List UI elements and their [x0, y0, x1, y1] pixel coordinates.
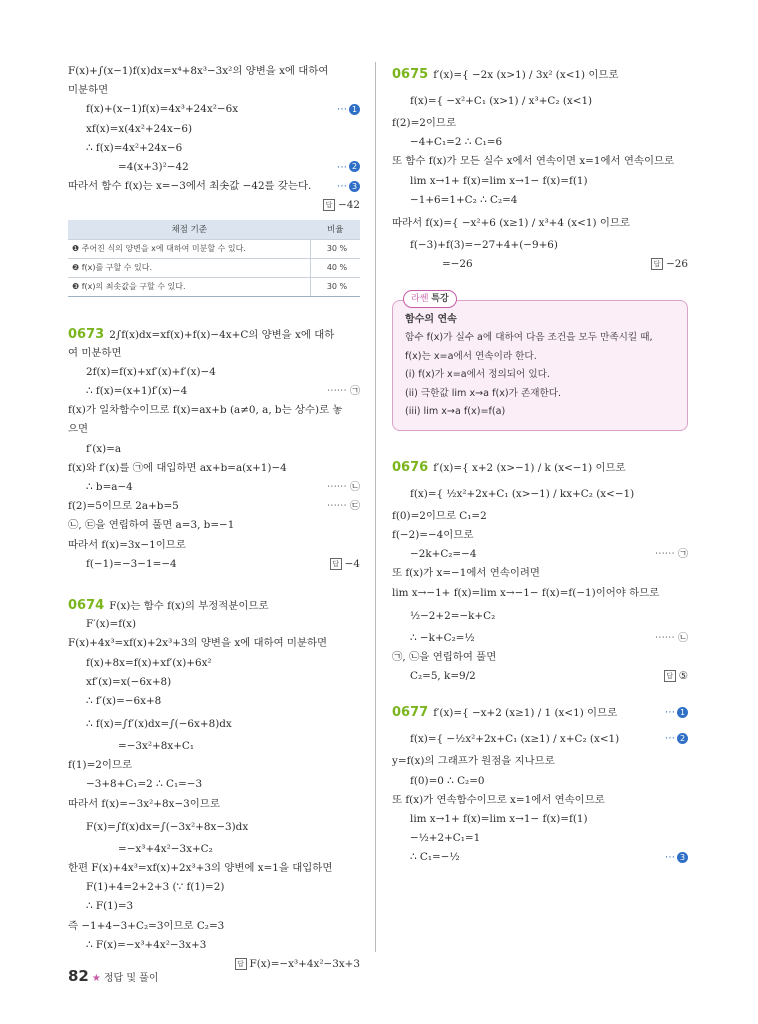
star-icon: ★ — [91, 973, 101, 984]
special-lecture-line: (i) f(x)가 x=a에서 정의되어 있다. — [405, 369, 550, 381]
solution-line: ∴ f(x)=(x+1)f′(x)−4 ⋯⋯ ㉠ — [68, 382, 360, 401]
rubric-criterion: ❷ f(x)를 구할 수 있다. — [68, 258, 311, 277]
grading-rubric-table — [68, 220, 360, 297]
solution-line: −3+8+C₁=2 ∴ C₁=−3 — [86, 778, 203, 791]
rubric-header: 비율 — [311, 220, 361, 240]
special-lecture-line: (ii) 극한값 lim x→a f(x)가 존재한다. — [405, 387, 562, 399]
special-lecture-line: (iii) lim x→a f(x)=f(a) — [405, 406, 506, 418]
equation-tag: ⋯⋯ ㉠ — [326, 386, 360, 398]
equation-tag: ⋯⋯ ㉡ — [326, 482, 360, 493]
equation-tag: ⋯⋯ ㉢ — [326, 501, 360, 513]
rubric-ratio: 30 % — [311, 239, 361, 258]
solution-line: 또 f(x)가 x=−1에서 연속이려면 — [392, 567, 540, 580]
step-marker: ⋯ 2 — [665, 726, 688, 752]
solution-line: 따라서 함수 f(x)는 x=−3에서 최솟값 −42를 갖는다. ⋯ 3 — [68, 177, 360, 196]
page-footer — [68, 966, 159, 985]
answer: 답 −26 — [651, 255, 688, 274]
solution-line: −1+6=1+C₂ ∴ C₂=4 — [410, 193, 518, 206]
problem-header: 0675 f′(x)={ −2x (x>1) / 3x² (x<1) 이므로 — [392, 67, 619, 82]
answer: 답 −4 — [330, 555, 360, 574]
solution-line: f(2)=5이므로 2a+b=5 ⋯⋯ ㉢ — [68, 497, 360, 516]
solution-line: ∴ b=a−4 ⋯⋯ ㉡ — [68, 478, 360, 497]
answer-icon: 답 — [323, 199, 335, 211]
solution-line: =−x³+4x²−3x+C₂ — [118, 842, 213, 855]
solution-line: F′(x)=f(x) — [86, 618, 137, 631]
solution-line: f′(x)=a — [86, 442, 122, 455]
solution-line: ½−2+2=−k+C₂ — [410, 609, 496, 622]
solution-line: C₂=5, k=9/2 답 ⑤ — [392, 667, 688, 686]
column-divider — [375, 62, 376, 952]
solution-line: f(−1)=−3−1=−4 답 −4 — [68, 555, 360, 574]
solution-line: 또 f(x)가 연속함수이므로 x=1에서 연속이므로 — [392, 793, 605, 806]
rubric-criterion: ❸ f(x)의 최솟값을 구할 수 있다. — [68, 277, 311, 296]
solution-line: ∴ C₁=−½ ⋯ 3 — [392, 848, 688, 867]
solution-line: ∴ f(x)=∫f′(x)dx=∫(−6x+8)dx — [86, 718, 232, 731]
solution-line: f(x)={ ½x²+2x+C₁ (x>−1) / kx+C₂ (x<−1) — [410, 487, 635, 500]
solution-line: f(x)+(x−1)f(x)=4x³+24x²−6x ⋯ 1 — [68, 100, 360, 119]
solution-line: f(2)=2이므로 — [392, 117, 456, 129]
answer-icon: 답 — [651, 258, 663, 270]
solution-line: 여 미분하면 — [68, 346, 122, 359]
answer-icon: 답 — [664, 670, 676, 682]
table-row — [68, 239, 360, 258]
right-column — [392, 62, 688, 867]
solution-line: −½+2+C₁=1 — [410, 832, 481, 845]
solution-line: ㉡, ㉢을 연립하여 풀면 a=3, b=−1 — [68, 519, 235, 532]
equation-tag: ⋯⋯ ㉡ — [654, 632, 688, 644]
solution-line: f(x)={ −x²+C₁ (x>1) / x³+C₂ (x<1) — [410, 95, 593, 107]
solution-line: =−26 답 −26 — [392, 255, 688, 274]
problem-number: 0674 — [68, 597, 105, 613]
answer-line — [68, 196, 360, 215]
solution-line: f(−2)=−4이므로 — [392, 529, 474, 541]
solution-line: lim x→1+ f(x)=lim x→1− f(x)=f(1) — [410, 812, 588, 825]
rubric-ratio: 40 % — [311, 258, 361, 277]
solution-line: lim x→1+ f(x)=lim x→1− f(x)=f(1) — [410, 174, 588, 187]
problem-number: 0673 — [68, 326, 105, 342]
solution-line: f(1)=2이므로 — [68, 759, 132, 772]
solution-line: 따라서 f(x)=3x−1이므로 — [68, 538, 186, 551]
solution-line: ∴ −k+C₂=½ ⋯⋯ ㉡ — [392, 629, 688, 648]
solution-line: f(0)=2이므로 C₁=2 — [392, 509, 487, 522]
step-marker: ⋯ 3 — [337, 177, 360, 196]
solution-line: 따라서 f(x)={ −x²+6 (x≥1) / x³+4 (x<1) 이므로 — [392, 216, 630, 229]
solution-line: ∴ f(x)=4x²+24x−6 — [86, 141, 183, 154]
answer: 답 −42 — [323, 196, 360, 215]
solution-line: ㉠, ㉡을 연립하여 풀면 — [392, 650, 497, 663]
solution-line: −4+C₁=2 ∴ C₁=6 — [410, 136, 503, 149]
special-lecture-box — [392, 294, 688, 431]
problem-header: 0674 F(x)는 함수 f(x)의 부정적분이므로 — [68, 597, 269, 613]
answer-icon: 답 — [330, 558, 342, 570]
step-marker: ⋯ 1 — [665, 700, 688, 726]
solution-line: F(x)+∫(x−1)f(x)dx=x⁴+8x³−3x²의 양변을 x에 대하여 — [68, 65, 329, 77]
solution-line: lim x→−1+ f(x)=lim x→−1− f(x)=f(−1)이어야 하므로 — [392, 586, 660, 599]
solution-line: F(x)=∫f(x)dx=∫(−3x²+8x−3)dx — [86, 820, 249, 833]
solution-line: ∴ F(x)=−x³+4x²−3x+3 — [86, 938, 207, 951]
solution-line: 따라서 f(x)=−3x²+8x−3이므로 — [68, 797, 220, 810]
problem-header: 0676 f′(x)={ x+2 (x>−1) / k (x<−1) 이므로 — [392, 459, 626, 475]
table-row — [68, 277, 360, 296]
rubric-header: 채점 기준 — [68, 220, 311, 240]
solution-line: 2f(x)=f(x)+xf′(x)+f′(x)−4 — [86, 365, 216, 378]
solution-line: F(x)+4x³=xf(x)+2x³+3의 양변을 x에 대하여 미분하면 — [68, 637, 328, 650]
solution-line: =4(x+3)²−42 ⋯ 2 — [68, 158, 360, 177]
solution-line: =−3x²+8x+C₁ — [118, 740, 195, 753]
solution-line: f(x)와 f′(x)를 ㉠에 대입하면 ax+b=a(x+1)−4 — [68, 461, 287, 474]
page-number: 82 — [68, 967, 89, 985]
solution-line: 또 함수 f(x)가 모든 실수 x에서 연속이면 x=1에서 연속이므로 — [392, 155, 675, 168]
solution-line: F(1)+4=2+2+3 (∵ f(1)=2) — [86, 881, 225, 894]
solution-line: −2k+C₂=−4 ⋯⋯ ㉠ — [392, 545, 688, 564]
solution-line: f(x)가 일차함수이므로 f(x)=ax+b (a≠0, a, b는 상수)로 놓 — [68, 404, 343, 417]
step-marker: ⋯ 1 — [337, 100, 360, 119]
solution-line: f(x)+8x=f(x)+xf′(x)+6x² — [86, 656, 212, 669]
solution-line: xf(x)=x(4x²+24x−6) — [86, 122, 193, 135]
solution-line: f(−3)+f(3)=−27+4+(−9+6) — [410, 238, 558, 251]
special-lecture-line: f(x)는 x=a에서 연속이라 한다. — [405, 350, 537, 362]
solution-line: f(0)=0 ∴ C₂=0 — [410, 774, 485, 787]
solution-line: 으면 — [68, 423, 89, 436]
left-column — [68, 62, 360, 974]
solution-line: ∴ f′(x)=−6x+8 — [86, 694, 162, 707]
special-lecture-title: 함수의 연속 — [405, 314, 457, 326]
answer: 답 F(x)=−x³+4x²−3x+3 — [235, 955, 360, 974]
rubric-ratio: 30 % — [311, 277, 361, 296]
problem-number: 0677 — [392, 705, 429, 721]
problem-header: 0677 f′(x)={ −x+2 (x≥1) / 1 (x<1) 이므로 ⋯ 1 — [392, 700, 688, 726]
step-marker: ⋯ 2 — [337, 158, 360, 177]
answer: 답 ⑤ — [664, 667, 688, 686]
solution-line: 즉 −1+4−3+C₂=3이므로 C₂=3 — [68, 919, 225, 932]
solution-line: xf′(x)=x(−6x+8) — [86, 675, 172, 688]
problem-header: 0673 2∫f(x)dx=xf(x)+f(x)−4x+C의 양변을 x에 대하 — [68, 326, 335, 342]
problem-number: 0676 — [392, 459, 429, 475]
answer-icon: 답 — [235, 958, 247, 970]
table-row — [68, 258, 360, 277]
problem-number: 0675 — [392, 67, 429, 82]
solution-line: y=f(x)의 그래프가 원점을 지나므로 — [392, 755, 555, 768]
solution-line: ∴ F(1)=3 — [86, 900, 134, 913]
solution-line: f(x)={ −½x²+2x+C₁ (x≥1) / x+C₂ (x<1) ⋯ 2 — [392, 726, 688, 752]
step-marker: ⋯ 3 — [665, 848, 688, 867]
rubric-criterion: ❶ 주어진 식의 양변을 x에 대하여 미분할 수 있다. — [68, 239, 311, 258]
solution-line: 한편 F(x)+4x³=xf(x)+2x³+3의 양변에 x=1을 대입하면 — [68, 862, 333, 874]
solution-line: 미분하면 — [68, 84, 109, 97]
special-lecture-line: 함수 f(x)가 실수 a에 대하여 다음 조건을 모두 만족시킬 때, — [405, 332, 653, 344]
special-lecture-tag: 라쎈 특강 — [403, 290, 457, 308]
equation-tag: ⋯⋯ ㉠ — [654, 549, 688, 561]
footer-label: 정답 및 풀이 — [103, 973, 159, 984]
